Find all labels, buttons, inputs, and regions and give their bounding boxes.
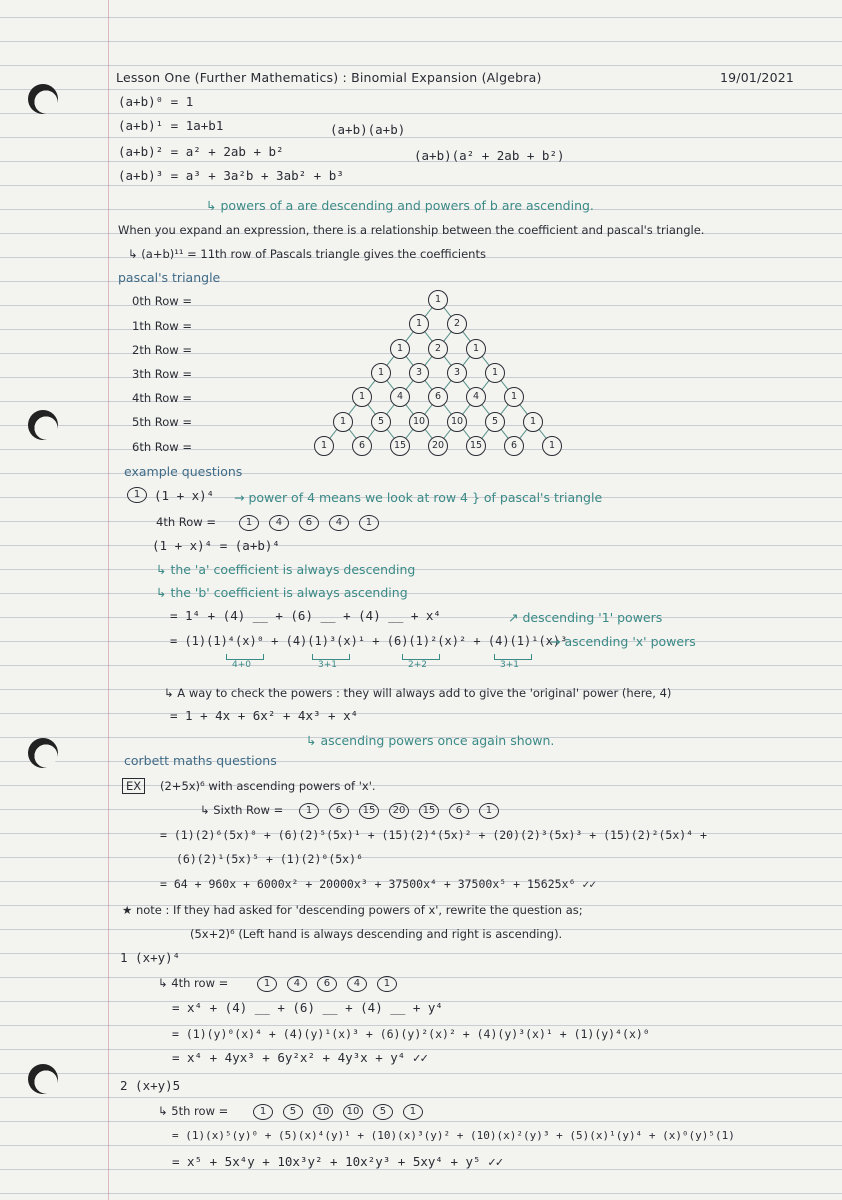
pascal-node: 1 (333, 412, 353, 432)
pascal-node: 6 (352, 436, 372, 456)
power-sum-label: 2+2 (408, 660, 427, 670)
lesson-date: 19/01/2021 (720, 70, 795, 85)
coef-circle: 4 (347, 976, 367, 992)
pascal-node: 5 (371, 412, 391, 432)
coef-circle: 5 (283, 1104, 303, 1120)
q1-equivalence: (1 + x)⁴ = (a+b)⁴ (152, 538, 280, 553)
coef-circle: 6 (299, 515, 319, 531)
b-coefficient-note: ↳ the 'b' coefficient is always ascending (156, 585, 408, 600)
coef-circle: 20 (389, 803, 409, 819)
pascal-node: 1 (390, 339, 410, 359)
row-label-3: 3th Row = (132, 367, 192, 381)
coef-circle: 6 (317, 976, 337, 992)
descending-powers-note: ↗ descending '1' powers (508, 610, 663, 625)
xy4-result: = x⁴ + 4yx³ + 6y²x² + 4y³x + y⁴ ✓✓ (172, 1050, 428, 1065)
power-sum-label: 4+0 (232, 660, 251, 670)
sixth-row-label: ↳ Sixth Row = (200, 803, 284, 817)
pascal-node: 2 (447, 314, 467, 334)
power-sum-label: 3+1 (318, 660, 337, 670)
xy5-full-expansion: = (1)(x)⁵(y)⁰ + (5)(x)⁴(y)¹ + (10)(x)³(y)² + (10)(x)²(y)³ + (5)(x)¹(y)⁴ + (x)⁰(y)⁵(1) (172, 1129, 735, 1142)
pascal-node: 2 (428, 339, 448, 359)
coef-circle: 1 (359, 515, 379, 531)
coef-circle: 6 (329, 803, 349, 819)
coef-circle: 15 (359, 803, 379, 819)
sixth-row-values (296, 801, 502, 819)
power-two-line: (a+b)² = a² + 2ab + b² (118, 144, 284, 159)
ex-result: = 64 + 960x + 6000x² + 20000x³ + 37500x⁴ + 37500x⁵ + 15625x⁶ ✓✓ (160, 877, 597, 891)
row-label-6: 6th Row = (132, 440, 192, 454)
q1-full-expansion: = (1)(1)⁴(x)⁰ + (4)(1)³(x)¹ + (6)(1)²(x)² + (4)(1)¹(x)³ (170, 634, 568, 648)
pascal-node: 6 (428, 387, 448, 407)
pascal-node: 1 (485, 363, 505, 383)
product-note-a: (a+b)(a+b) (330, 122, 406, 137)
power-sum-label: 3+1 (500, 660, 519, 670)
q1-result: = 1 + 4x + 6x² + 4x³ + x⁴ (170, 708, 359, 723)
row-label-5: 5th Row = (132, 415, 192, 429)
q1-skeleton: = 1⁴ + (4) __ + (6) __ + (4) __ + x⁴ (170, 608, 441, 623)
xy4-title: 1 (x+y)⁴ (120, 950, 181, 965)
coef-circle: 4 (287, 976, 307, 992)
coef-circle: 6 (449, 803, 469, 819)
pascal-node: 1 (409, 314, 429, 334)
pascal-node: 1 (466, 339, 486, 359)
xy4-full-expansion: = (1)(y)⁰(x)⁴ + (4)(y)¹(x)³ + (6)(y)²(x)² + (4)(y)³(x)¹ + (1)(y)⁴(x)⁰ (172, 1027, 650, 1041)
ascending-powers-note: → ascending 'x' powers (550, 634, 696, 649)
row-label-1: 1th Row = (132, 319, 192, 333)
question-number-1: 1 (127, 487, 147, 503)
xy4-skeleton: = x⁴ + (4) __ + (6) __ + (4) __ + y⁴ (172, 1000, 443, 1015)
row-label-4: 4th Row = (132, 391, 192, 405)
pascal-node: 1 (352, 387, 372, 407)
ex-expansion-line-2: (6)(2)¹(5x)⁵ + (1)(2)⁰(5x)⁶ (176, 852, 363, 866)
coef-circle: 1 (239, 515, 259, 531)
powers-note: ↳ powers of a are descending and powers of b are ascending. (206, 198, 594, 213)
xy5-row-values (250, 1102, 426, 1120)
coef-circle: 5 (373, 1104, 393, 1120)
coef-circle: 1 (479, 803, 499, 819)
row-label-2: 2th Row = (132, 343, 192, 357)
pascal-heading: pascal's triangle (118, 270, 221, 285)
pascal-node: 15 (390, 436, 410, 456)
power-zero-line: (a+b)⁰ = 1 (118, 94, 194, 109)
eleventh-row-note: ↳ (a+b)¹¹ = 11th row of Pascals triangle gives the coefficients (128, 247, 486, 261)
ex-expansion-line-1: = (1)(2)⁶(5x)⁰ + (6)(2)⁵(5x)¹ + (15)(2)⁴(5x)² + (20)(2)³(5x)³ + (15)(2)²(5x)⁴ + (160, 828, 707, 842)
pascal-node: 10 (447, 412, 467, 432)
check-powers-note: ↳ A way to check the powers : they will always add to give the 'original' power (here, 4) (164, 686, 672, 700)
coef-circle: 15 (419, 803, 439, 819)
pascal-node: 1 (428, 290, 448, 310)
ascending-again-note: ↳ ascending powers once again shown. (306, 733, 555, 748)
xy5-title: 2 (x+y)5 (120, 1078, 181, 1093)
pascal-node: 3 (409, 363, 429, 383)
xy5-result: = x⁵ + 5x⁴y + 10x³y² + 10x²y³ + 5xy⁴ + y⁵ ✓✓ (172, 1154, 504, 1169)
coef-circle: 1 (377, 976, 397, 992)
ex-expression: (2+5x)⁶ with ascending powers of 'x'. (160, 779, 376, 793)
xy4-row-values (254, 974, 400, 992)
q1-expression: (1 + x)⁴ (154, 488, 215, 503)
pascal-node: 6 (504, 436, 524, 456)
ex-tag: EX (122, 778, 145, 794)
pascal-node: 1 (504, 387, 524, 407)
coef-circle: 1 (257, 976, 277, 992)
coef-circle: 10 (313, 1104, 333, 1120)
pascal-node: 1 (542, 436, 562, 456)
q1-row-values (236, 513, 382, 531)
corbett-heading: corbett maths questions (124, 753, 277, 768)
descending-note: ★ note : If they had asked for 'descending powers of x', rewrite the question as; (122, 903, 583, 917)
pascal-node: 4 (390, 387, 410, 407)
descending-note-rewrite: (5x+2)⁶ (Left hand is always descending and right is ascending). (190, 927, 563, 941)
examples-heading: example questions (124, 464, 243, 479)
coef-circle: 10 (343, 1104, 363, 1120)
coef-circle: 1 (299, 803, 319, 819)
pascal-node: 1 (371, 363, 391, 383)
pascal-node: 1 (314, 436, 334, 456)
pascal-node: 15 (466, 436, 486, 456)
pascal-node: 3 (447, 363, 467, 383)
coef-circle: 4 (269, 515, 289, 531)
power-three-line: (a+b)³ = a³ + 3a²b + 3ab² + b³ (118, 168, 344, 183)
power-one-line: (a+b)¹ = 1a+b1 (118, 118, 224, 133)
q1-note: → power of 4 means we look at row 4 } of pascal's triangle (234, 490, 603, 505)
a-coefficient-note: ↳ the 'a' coefficient is always descending (156, 562, 416, 577)
coef-circle: 1 (253, 1104, 273, 1120)
coef-circle: 1 (403, 1104, 423, 1120)
relation-note: When you expand an expression, there is a relationship between the coefficient and pascal's triangle. (118, 223, 705, 237)
pascal-node: 5 (485, 412, 505, 432)
xy4-row-label: ↳ 4th row = (158, 976, 229, 990)
product-note-b: (a+b)(a² + 2ab + b²) (414, 148, 565, 163)
pascal-node: 1 (523, 412, 543, 432)
pascal-node: 10 (409, 412, 429, 432)
lesson-title: Lesson One (Further Mathematics) : Binomial Expansion (Algebra) (116, 70, 542, 85)
coef-circle: 4 (329, 515, 349, 531)
pascal-node: 20 (428, 436, 448, 456)
row-label-0: 0th Row = (132, 294, 192, 308)
pascal-node: 4 (466, 387, 486, 407)
xy5-row-label: ↳ 5th row = (158, 1104, 229, 1118)
q1-row-label: 4th Row = (156, 515, 216, 529)
